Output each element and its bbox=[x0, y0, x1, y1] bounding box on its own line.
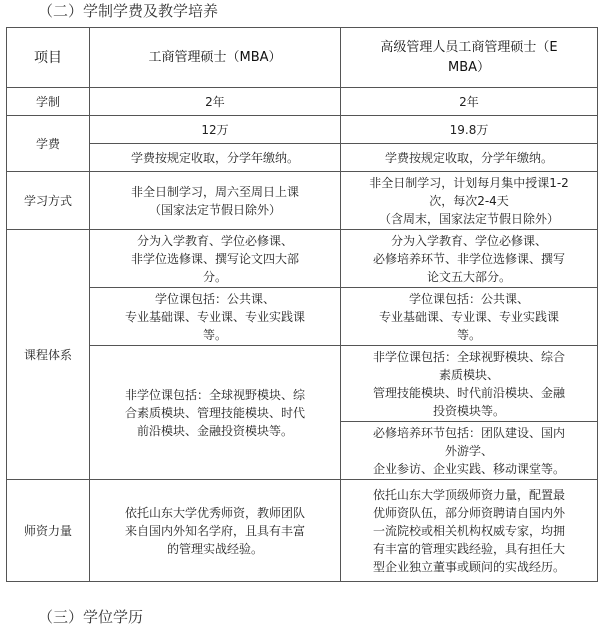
emba-study-mode bbox=[341, 172, 598, 230]
mba-tuition: 12万 bbox=[90, 116, 341, 144]
text-line: 论文五大部分。 bbox=[426, 269, 511, 284]
header-item: 项目 bbox=[7, 28, 90, 88]
text-line: 必修培养环节、非学位选修课、撰写 bbox=[372, 251, 565, 266]
text-line: 依托山东大学顶级师资力量，配置最 bbox=[372, 487, 565, 502]
label-system: 学制 bbox=[7, 88, 90, 116]
row-curriculum-degree bbox=[7, 288, 598, 346]
text-line: 必修培养环节包括：团队建设、国内 bbox=[372, 425, 565, 440]
label-faculty: 师资力量 bbox=[7, 480, 90, 582]
mba-system: 2年 bbox=[90, 88, 341, 116]
row-curriculum-elective bbox=[7, 346, 598, 422]
row-tuition bbox=[7, 116, 598, 144]
section-title-3: （三）学位学历 bbox=[38, 608, 144, 626]
text-line: 的管理实战经验。 bbox=[166, 541, 263, 556]
text-line: 型企业独立董事或顾问的实战经历。 bbox=[372, 559, 565, 574]
label-tuition: 学费 bbox=[7, 116, 90, 172]
text-line: 合素质模块、管理技能模块、时代 bbox=[124, 405, 305, 420]
row-study-mode bbox=[7, 172, 598, 230]
emba-required-sessions bbox=[341, 422, 598, 480]
emba-study-mode-line: 非全日制学习，计划每月集中授课1-2 bbox=[369, 175, 569, 190]
mba-tuition-note: 学费按规定收取，分学年缴纳。 bbox=[90, 144, 341, 172]
row-curriculum-overview bbox=[7, 230, 598, 288]
emba-system: 2年 bbox=[341, 88, 598, 116]
emba-tuition: 19.8万 bbox=[341, 116, 598, 144]
text-line: 非学位选修课、撰写论文四大部 bbox=[130, 251, 299, 266]
text-line: 投资模块等。 bbox=[432, 403, 505, 418]
mba-degree-courses bbox=[90, 288, 341, 346]
label-curriculum: 课程体系 bbox=[7, 230, 90, 480]
text-line: 来自国内外知名学府，且具有丰富 bbox=[124, 523, 305, 538]
text-line: 企业参访、企业实践、移动课堂等。 bbox=[372, 461, 565, 476]
text-line: 素质模块、 bbox=[438, 367, 499, 382]
text-line: 优师资队伍，部分师资聘请自国内外 bbox=[372, 505, 565, 520]
text-line: 等。 bbox=[456, 327, 481, 342]
mba-study-mode bbox=[90, 172, 341, 230]
text-line: 管理技能模块、时代前沿模块、金融 bbox=[372, 385, 565, 400]
emba-elective-courses bbox=[341, 346, 598, 422]
emba-degree-courses bbox=[341, 288, 598, 346]
mba-elective-courses bbox=[90, 346, 341, 480]
text-line: 分为入学教育、学位必修课、 bbox=[136, 233, 293, 248]
text-line: 学位课包括：公共课、 bbox=[154, 291, 275, 306]
table-header-row bbox=[7, 28, 598, 88]
text-line: 学位课包括：公共课、 bbox=[408, 291, 529, 306]
text-line: 有丰富的管理实践经验，具有担任大 bbox=[372, 541, 565, 556]
mba-curriculum-overview bbox=[90, 230, 341, 288]
text-line: 非学位课包括：全球视野模块、综合 bbox=[372, 349, 565, 364]
mba-study-mode-line: 非全日制学习，周六至周日上课 bbox=[130, 184, 299, 199]
text-line: 前沿模块、金融投资模块等。 bbox=[136, 423, 293, 438]
text-line: 非学位课包括：全球视野模块、综 bbox=[124, 387, 305, 402]
emba-curriculum-overview bbox=[341, 230, 598, 288]
header-emba bbox=[341, 28, 598, 88]
text-line: 专业基础课、专业课、专业实践课 bbox=[378, 309, 559, 324]
row-tuition-note bbox=[7, 144, 598, 172]
text-line: 等。 bbox=[202, 327, 227, 342]
mba-faculty bbox=[90, 480, 341, 582]
mba-study-mode-line: （国家法定节假日除外） bbox=[148, 202, 281, 217]
text-line: 分。 bbox=[202, 269, 227, 284]
label-study-mode: 学习方式 bbox=[7, 172, 90, 230]
header-emba-line1: 高级管理人员工商管理硕士（E bbox=[380, 39, 558, 55]
header-emba-line2: MBA） bbox=[447, 59, 491, 75]
text-line: 一流院校或相关机构权威专家，均拥 bbox=[372, 523, 565, 538]
row-system bbox=[7, 88, 598, 116]
text-line: 专业基础课、专业课、专业实践课 bbox=[124, 309, 305, 324]
text-line: 外游学、 bbox=[444, 443, 493, 458]
text-line: 分为入学教育、学位必修课、 bbox=[390, 233, 547, 248]
emba-study-mode-line: 次，每次2-4天 bbox=[429, 193, 509, 208]
program-comparison-table bbox=[6, 27, 598, 582]
section-title-2: （二）学制学费及教学培养 bbox=[38, 2, 219, 20]
emba-tuition-note: 学费按规定收取，分学年缴纳。 bbox=[341, 144, 598, 172]
emba-faculty bbox=[341, 480, 598, 582]
row-faculty bbox=[7, 480, 598, 582]
header-mba: 工商管理硕士（MBA） bbox=[90, 28, 341, 88]
text-line: 依托山东大学优秀师资，教师团队 bbox=[124, 505, 305, 520]
emba-study-mode-line: （含周末，国家法定节假日除外） bbox=[378, 211, 559, 226]
